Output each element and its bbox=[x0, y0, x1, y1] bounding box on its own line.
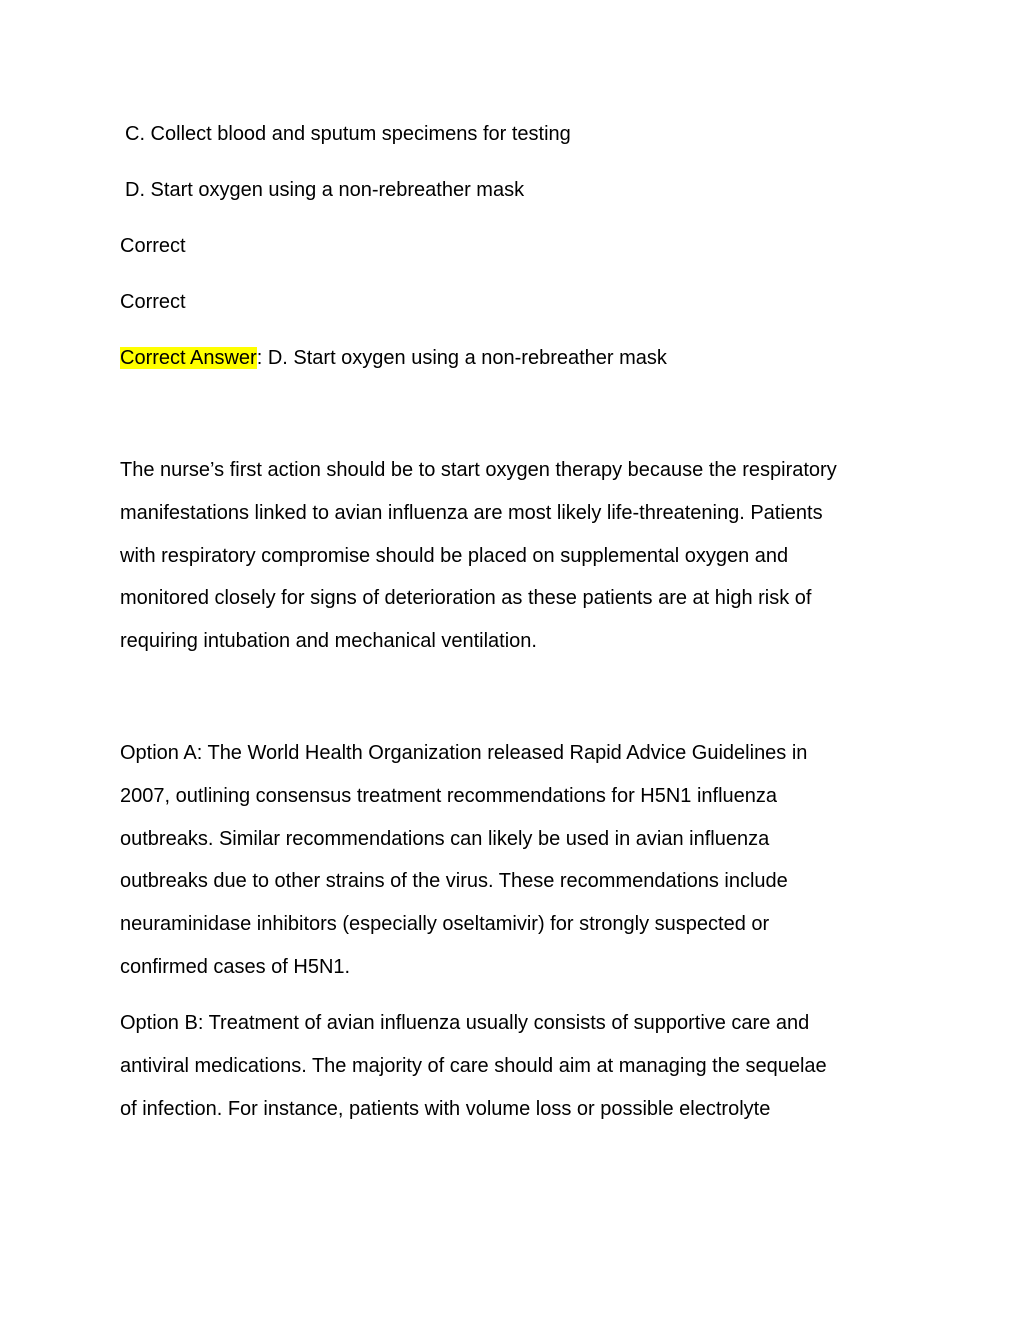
rationale-line: manifestations linked to avian influenza are most likely life-threatening. Patients bbox=[120, 501, 823, 524]
correct-answer-value: : D. Start oxygen using a non-rebreather mask bbox=[256, 347, 667, 369]
status-correct-2: Correct bbox=[120, 291, 186, 313]
correct-answer-label: Correct Answer bbox=[120, 347, 257, 369]
option-a-line: 2007, outlining consensus treatment recommendations for H5N1 influenza bbox=[120, 784, 778, 807]
option-b-line: antiviral medications. The majority of care should aim at managing the sequelae bbox=[120, 1054, 827, 1077]
option-a-paragraph bbox=[120, 732, 920, 989]
rationale-line: with respiratory compromise should be placed on supplemental oxygen and bbox=[120, 544, 789, 567]
option-a-line: outbreaks. Similar recommendations can likely be used in avian influenza bbox=[120, 827, 770, 850]
correct-answer-line bbox=[120, 346, 667, 370]
rationale-paragraph bbox=[120, 449, 920, 663]
answer-option-c: C. Collect blood and sputum specimens for testing bbox=[125, 123, 571, 145]
option-a-line: neuraminidase inhibitors (especially oseltamivir) for strongly suspected or bbox=[120, 913, 770, 936]
option-b-paragraph bbox=[120, 1002, 920, 1130]
option-a-line: confirmed cases of H5N1. bbox=[120, 955, 351, 978]
rationale-line: requiring intubation and mechanical ventilation. bbox=[120, 630, 537, 653]
option-b-line: Option B: Treatment of avian influenza usually consists of supportive care and bbox=[120, 1012, 810, 1034]
option-b-line: of infection. For instance, patients with volume loss or possible electrolyte bbox=[120, 1097, 771, 1120]
rationale-line: monitored closely for signs of deterioration as these patients are at high risk of bbox=[120, 587, 812, 610]
option-a-line: outbreaks due to other strains of the virus. These recommendations include bbox=[120, 870, 788, 893]
status-correct-1: Correct bbox=[120, 235, 186, 257]
rationale-line: The nurse’s first action should be to start oxygen therapy because the respiratory bbox=[120, 459, 837, 481]
answer-option-d: D. Start oxygen using a non-rebreather mask bbox=[125, 179, 525, 201]
option-a-line: Option A: The World Health Organization released Rapid Advice Guidelines in bbox=[120, 742, 808, 764]
